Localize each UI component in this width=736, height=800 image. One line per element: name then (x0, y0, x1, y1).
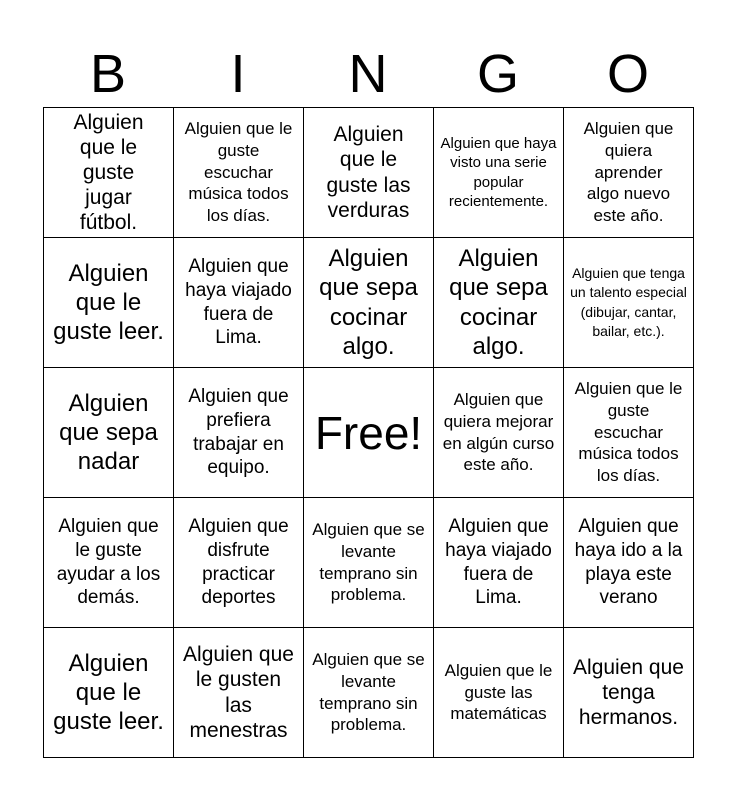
header-letter-o: O (606, 44, 649, 104)
cell-text: Alguien que le guste leer. (53, 259, 164, 346)
bingo-cell[interactable] (564, 368, 694, 498)
bingo-header (43, 40, 693, 108)
cell-text: Alguien que haya ido a la playa este verano (574, 516, 683, 609)
cell-text: Alguien que le guste jugar fútbol. (73, 110, 144, 235)
cell-text: Alguien que le guste escuchar música todos los días. (574, 379, 683, 486)
cell-text: Alguien que sepa nadar (59, 389, 158, 476)
cell-text: Alguien que le guste ayudar a los demás. (56, 516, 161, 609)
bingo-cell[interactable] (304, 628, 434, 758)
cell-text: Alguien que sepa cocinar algo. (449, 244, 548, 360)
cell-text: Alguien que haya viajado fuera de Lima. (445, 516, 552, 609)
bingo-board (43, 107, 694, 758)
bingo-cell[interactable] (304, 498, 434, 628)
bingo-cell[interactable] (174, 368, 304, 498)
bingo-cell[interactable] (174, 628, 304, 758)
bingo-cell[interactable] (304, 238, 434, 368)
cell-text: Alguien que prefiera trabajar en equipo. (188, 386, 289, 479)
cell-text: Alguien que tenga un talento especial (dibujar, cantar, bailar, etc.). (570, 264, 687, 339)
bingo-cell[interactable] (44, 108, 174, 238)
bingo-cell[interactable] (434, 628, 564, 758)
cell-text: Alguien que le guste las matemáticas (444, 660, 553, 724)
bingo-cell[interactable] (174, 108, 304, 238)
cell-text: Alguien que quiera aprender algo nuevo este año. (583, 119, 674, 226)
bingo-cell[interactable] (434, 498, 564, 628)
bingo-cell[interactable] (564, 628, 694, 758)
header-letter-b: B (89, 44, 127, 104)
bingo-cell[interactable] (174, 498, 304, 628)
bingo-cell[interactable] (304, 108, 434, 238)
cell-text: Alguien que sepa cocinar algo. (319, 244, 418, 360)
cell-text: Alguien que haya viajado fuera de Lima. (185, 256, 292, 349)
header-letter-n: N (348, 44, 388, 104)
cell-text: Alguien que se levante temprano sin problema. (312, 650, 425, 735)
bingo-cell[interactable] (434, 238, 564, 368)
bingo-cell[interactable] (564, 238, 694, 368)
cell-text: Alguien que quiera mejorar en algún curso este año. (442, 390, 555, 475)
bingo-cell[interactable] (174, 238, 304, 368)
bingo-cell[interactable] (434, 368, 564, 498)
cell-text: Alguien que le guste las verduras (326, 123, 411, 222)
cell-text: Alguien que disfrute practicar deportes (188, 516, 289, 609)
header-letter-g: G (476, 44, 519, 104)
bingo-cell[interactable] (44, 368, 174, 498)
header-letter-i: I (230, 44, 246, 104)
cell-text: Alguien que le guste escuchar música todos los días. (184, 119, 293, 226)
bingo-cell[interactable] (44, 498, 174, 628)
free-space-label: Free! (314, 406, 423, 459)
bingo-cell[interactable] (434, 108, 564, 238)
cell-text: Alguien que le guste leer. (53, 649, 164, 736)
cell-text: Alguien que tenga hermanos. (573, 655, 684, 730)
bingo-cell[interactable] (564, 498, 694, 628)
cell-text: Alguien que le gusten las menestras (183, 643, 294, 742)
bingo-cell[interactable] (564, 108, 694, 238)
cell-text: Alguien que haya visto una serie popular recientemente. (440, 134, 557, 210)
bingo-cell[interactable] (44, 238, 174, 368)
cell-text: Alguien que se levante temprano sin problema. (312, 520, 425, 605)
free-space-cell[interactable] (304, 368, 434, 498)
bingo-cell[interactable] (44, 628, 174, 758)
